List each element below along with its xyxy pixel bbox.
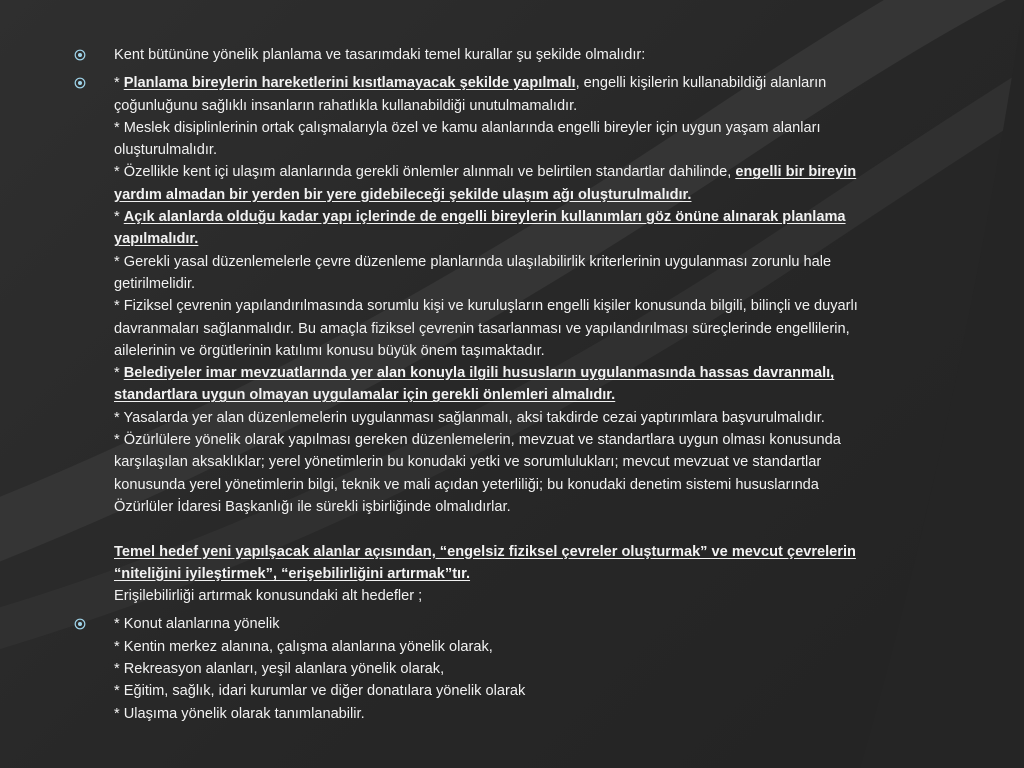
text-segment: karşılaşılan aksaklıklar; yerel yönetimlerin bu konudaki yetki ve sorumlulukları; mevcut mevzuat ve standartlar: [114, 454, 822, 471]
text-segment: oluşturulmalıdır.: [114, 142, 218, 159]
text-line: [114, 541, 986, 563]
text-segment: Özürlüler İdaresi Başkanlığı ile sürekli işbirliğinde olmalıdırlar.: [114, 498, 511, 515]
bullet-text: [114, 44, 986, 66]
text-line: [114, 273, 986, 295]
text-line: [114, 703, 986, 725]
text-line: [114, 139, 986, 161]
emphasized-text: “niteliğini iyileştirmek”, “erişebilirliğini artırmak”tır.: [114, 565, 471, 582]
text-line: [114, 474, 986, 496]
text-segment: * Kentin merkez alanına, çalışma alanlarına yönelik olarak,: [114, 638, 493, 655]
text-segment: * Yasalarda yer alan düzenlemelerin uygulanması sağlanmalı, aksi takdirde cezai yaptırımlara başvurulmalıdır.: [114, 409, 825, 426]
text-segment: * Gerekli yasal düzenlemelerle çevre düzenleme planlarında ulaşılabilirlik kriterlerinin uygulanması zorunlu hale: [114, 253, 832, 270]
text-segment: * Konut alanlarına yönelik: [114, 616, 280, 633]
text-segment: *: [114, 209, 124, 226]
emphasized-text: Planlama bireylerin hareketlerini kısıtlamayacak şekilde yapılmalı: [123, 75, 576, 92]
circled-dot-bullet-icon: [74, 618, 86, 630]
text-line: [114, 44, 986, 66]
text-line: [114, 228, 986, 250]
text-line: [114, 184, 986, 206]
text-segment: * Fiziksel çevrenin yapılandırılmasında sorumlu kişi ve kuruluşların engelli kişiler konusunda bilgili, bilinçli ve duyarlı: [114, 298, 858, 315]
bullet-text: [114, 72, 986, 607]
emphasized-text: yardım almadan bir yerden bir yere gidebileceği şekilde ulaşım ağı oluşturulmalıdır.: [114, 186, 692, 203]
text-segment: Erişilebilirliği artırmak konusundaki alt hedefler ;: [114, 588, 423, 605]
bullet-list: [70, 44, 986, 731]
circled-dot-bullet-icon: [74, 77, 86, 89]
text-line: [114, 251, 986, 273]
emphasized-text: engelli bir bireyin: [735, 164, 857, 181]
bullet-item: [70, 72, 986, 607]
text-line: [114, 362, 986, 384]
text-segment: *: [114, 75, 124, 92]
text-line: [114, 384, 986, 406]
text-line: [114, 429, 986, 451]
text-line: [114, 585, 986, 607]
text-line: [114, 563, 986, 585]
emphasized-text: standartlara uygun olmayan uygulamalar için gerekli önlemleri almalıdır.: [114, 387, 616, 404]
text-line: [114, 518, 986, 540]
text-line: [114, 680, 986, 702]
bullet-text: [114, 613, 986, 724]
text-segment: , engelli kişilerin kullanabildiği alanların: [575, 75, 827, 92]
text-segment: Kent bütününe yönelik planlama ve tasarımdaki temel kurallar şu şekilde olmalıdır:: [114, 47, 646, 63]
bullet-item: [70, 44, 986, 66]
text-line: [114, 451, 986, 473]
text-line: [114, 295, 986, 317]
circled-dot-bullet-icon: [74, 49, 86, 61]
text-line: [114, 72, 986, 94]
emphasized-text: Temel hedef yeni yapılşacak alanlar açısından, “engelsiz fiziksel çevreler oluşturmak” ve mevcut çevrelerin: [114, 543, 856, 560]
text-line: [114, 318, 986, 340]
emphasized-text: yapılmalıdır.: [114, 231, 199, 248]
text-segment: * Rekreasyon alanları, yeşil alanlara yönelik olarak,: [114, 661, 445, 678]
text-line: [114, 117, 986, 139]
text-line: [114, 613, 986, 635]
text-segment: çoğunluğunu sağlıklı insanların rahatlıkla kullanabildiği unutulmamalıdır.: [114, 97, 578, 114]
text-line: [114, 161, 986, 183]
text-line: [114, 407, 986, 429]
text-segment: getirilmelidir.: [114, 275, 196, 292]
text-line: [114, 658, 986, 680]
text-segment: *: [114, 365, 124, 382]
text-segment: davranmaları sağlanmalıdır. Bu amaçla fiziksel çevrenin tasarlanması ve yapılandırılması süreçlerinde engellilerin,: [114, 320, 850, 337]
emphasized-text: Açık alanlarda olduğu kadar yapı içlerinde de engelli bireylerin kullanımları göz önüne alınarak planlama: [123, 209, 846, 226]
text-line: [114, 95, 986, 117]
text-line: [114, 206, 986, 228]
text-segment: * Özürlülere yönelik olarak yapılması gereken düzenlemelerin, mevzuat ve standartlara uygun olması konusunda: [114, 432, 841, 449]
text-segment: * Ulaşıma yönelik olarak tanımlanabilir.: [114, 705, 365, 722]
text-line: [114, 496, 986, 518]
bullet-item: [70, 613, 986, 724]
text-segment: * Eğitim, sağlık, idari kurumlar ve diğer donatılara yönelik olarak: [114, 683, 526, 700]
text-segment: * Özellikle kent içi ulaşım alanlarında gerekli önlemler alınmalı ve belirtilen standartlar dahilinde,: [114, 164, 736, 181]
text-segment: * Meslek disiplinlerinin ortak çalışmalarıyla özel ve kamu alanlarında engelli bireyler için uygun yaşam alanları: [114, 119, 821, 136]
text-line: [114, 636, 986, 658]
text-segment: konusunda yerel yönetimlerin bilgi, teknik ve mali açıdan yeterliliği; bu konudaki denetim sistemi hususlarında: [114, 476, 819, 493]
text-line: [114, 340, 986, 362]
emphasized-text: Belediyeler imar mevzuatlarında yer alan konuyla ilgili hususların uygulanmasında hassas davranmalı,: [123, 365, 835, 382]
text-segment: ailelerinin ve örgütlerinin katılımı konusu büyük önem taşımaktadır.: [114, 342, 545, 359]
